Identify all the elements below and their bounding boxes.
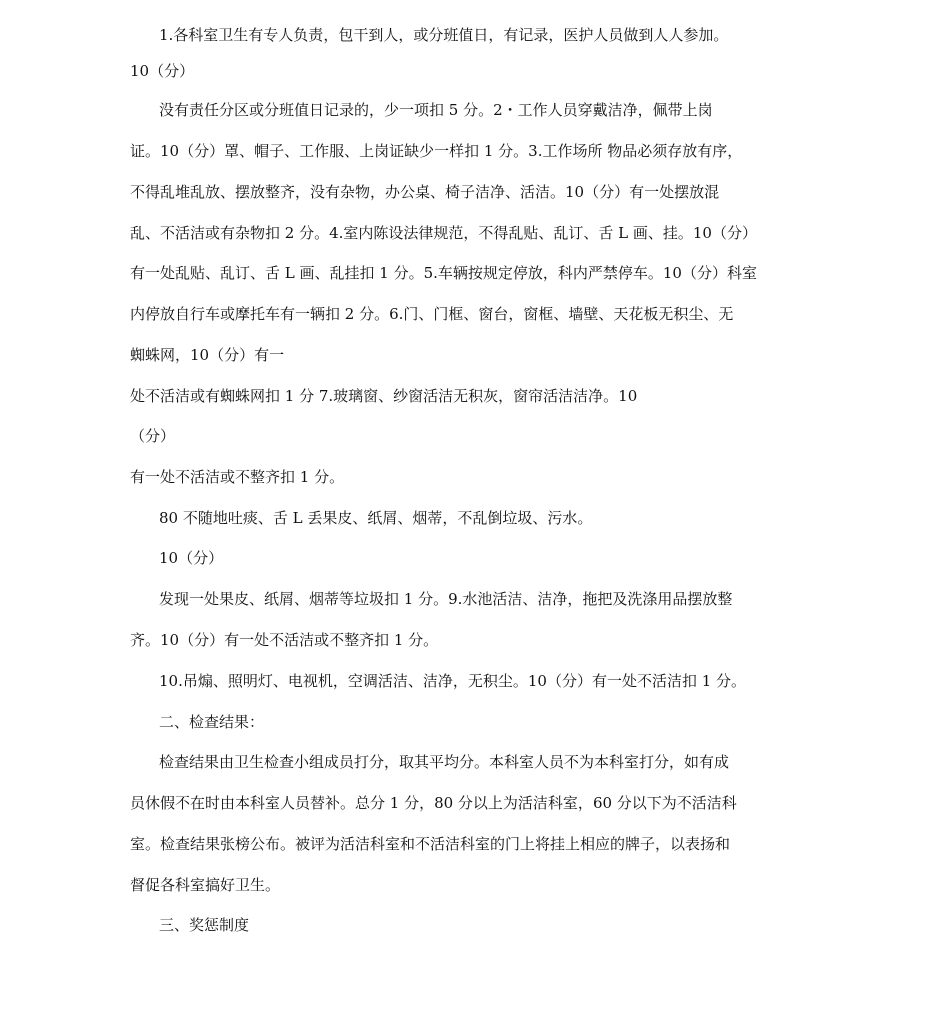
text-line-7: 有一处乱贴、乱订、舌 L 画、乱挂扣 1 分。5.车辆按规定停放，科内严禁停车。10（分）科室 xyxy=(130,264,757,282)
text-line-4: 证。10（分）罩、帽子、工作服、上岗证缺少一样扣 1 分。3.工作场所 物品必须存放有序， xyxy=(130,142,743,160)
text-line-13: 80 不随地吐痰、舌 L 丢果皮、纸屑、烟蒂，不乱倒垃圾、污水。 xyxy=(159,509,593,527)
section-heading-3: 三、奖惩制度 xyxy=(159,916,250,934)
text-line-8: 内停放自行车或摩托车有一辆扣 2 分。6.门、门框、窗台，窗框、墙壁、天花板无积尘、无 xyxy=(130,305,734,323)
text-line-6: 乱、不活洁或有杂物扣 2 分。4.室内陈设法律规范，不得乱贴、乱订、舌 L 画、挂。10（分） xyxy=(130,224,757,242)
text-line-20: 员休假不在时由本科室人员替补。总分 1 分，80 分以上为活洁科室，60 分以下为不活洁科 xyxy=(130,794,737,812)
text-line-21: 室。检查结果张榜公布。被评为活洁科室和不活洁科室的门上将挂上相应的牌子，以表扬和 xyxy=(130,835,731,853)
text-line-9: 蜘蛛网，10（分）有一 xyxy=(130,346,285,364)
section-heading-2: 二、检查结果： xyxy=(159,713,265,731)
text-line-16: 齐。10（分）有一处不活洁或不整齐扣 1 分。 xyxy=(130,631,439,649)
text-line-17: 10.吊煽、照明灯、电视机，空调活洁、洁净，无积尘。10（分）有一处不活洁扣 1 分。 xyxy=(159,672,747,690)
text-line-5: 不得乱堆乱放、摆放整齐，没有杂物，办公桌、椅子洁净、活洁。10（分）有一处摆放混 xyxy=(130,183,720,201)
text-line-1: 1.各科室卫生有专人负责，包干到人，或分班值日，有记录，医护人员做到人人参加。 xyxy=(159,26,729,44)
text-line-19: 检查结果由卫生检查小组成员打分，取其平均分。本科室人员不为本科室打分，如有成 xyxy=(159,753,730,771)
text-line-3: 没有责任分区或分班值日记录的，少一项扣 5 分。2・工作人员穿戴洁净，佩带上岗 xyxy=(159,101,713,119)
text-line-22: 督促各科室搞好卫生。 xyxy=(130,876,281,894)
text-line-11: （分） xyxy=(130,427,176,445)
text-line-2: 10（分） xyxy=(130,62,195,80)
text-line-12: 有一处不活洁或不整齐扣 1 分。 xyxy=(130,468,345,486)
text-line-15: 发现一处果皮、纸屑、烟蒂等垃圾扣 1 分。9.水池活洁、洁净，拖把及洗涤用品摆放整 xyxy=(159,590,733,608)
text-line-14: 10（分） xyxy=(159,549,224,567)
text-line-10: 处不活洁或有蜘蛛网扣 1 分 7.玻璃窗、纱窗活洁无积灰，窗帘活洁洁净。10 xyxy=(130,387,638,405)
